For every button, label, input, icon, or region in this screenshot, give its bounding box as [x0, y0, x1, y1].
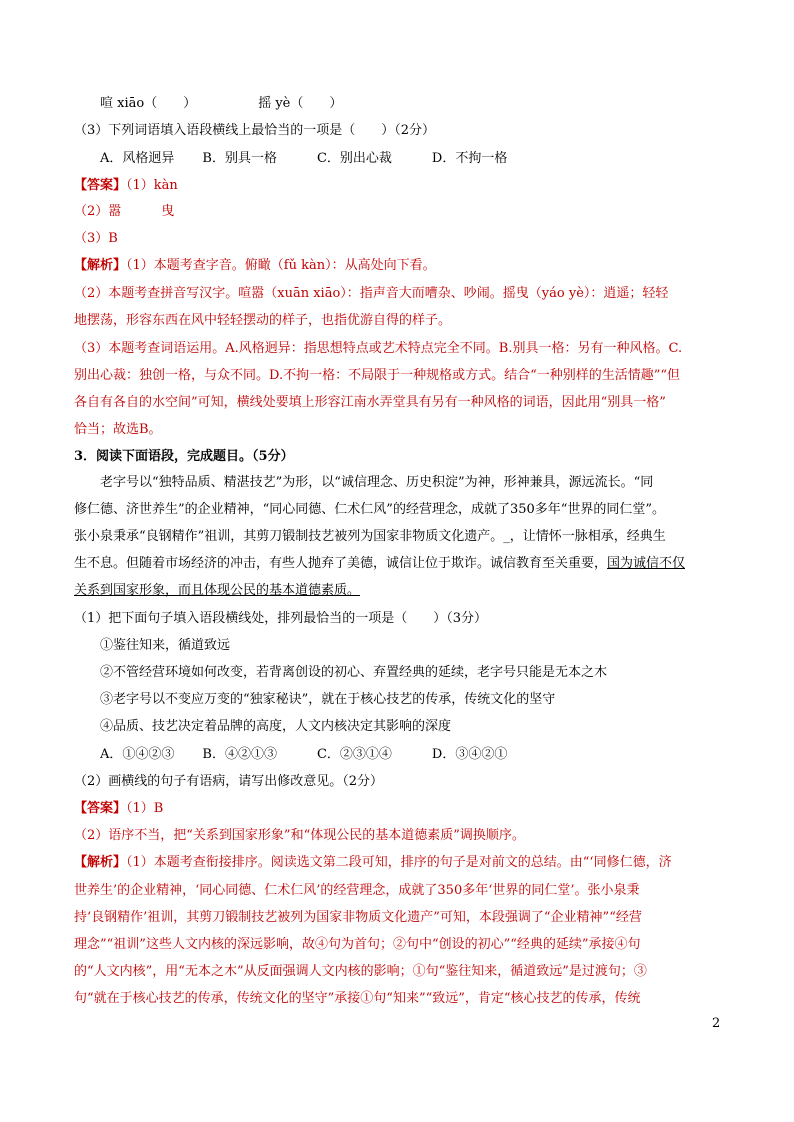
- option-a: A．风格迥异: [100, 151, 175, 166]
- analysis-line-2b: 地摆荡，形容东西在风中轻轻摆动的样子，也指优游自得的样子。: [74, 313, 452, 328]
- option-c: C．②③①④: [316, 747, 392, 762]
- option-d: D．③④②①: [431, 747, 508, 762]
- pinyin-line: [100, 95, 760, 113]
- pinyin-item-xuan: 喧 xiāo（ ）: [100, 96, 197, 111]
- answer-3-1: （1）B: [126, 801, 164, 816]
- question-3-stem: （3）下列词语填入语段横线上最恰当的一项是（ ）（2分）: [74, 123, 436, 138]
- question-3-2-stem: （2）画横线的句子有语病，请写出修改意见。（2分）: [74, 774, 384, 789]
- analysis-3-1: （1）本题考查衔接排序。阅读选文第二段可知，排序的句子是对前文的总结。由“‘同修仁德，济: [126, 855, 672, 870]
- passage-line-2: 修仁德、济世养生”的企业精神，“同心同德、仁术仁风”的经营理念，成就了350多年“世界的同仁堂”。: [74, 502, 666, 517]
- sentence-option-2: ②不管经营环境如何改变，若背离创设的初心、弃置经典的延续，老字号只能是无本之木: [100, 665, 608, 680]
- answer-2a: （2）嚣: [74, 204, 122, 219]
- sentence-option-3: ③老字号以不变应万变的“独家秘诀”，就在于核心技艺的传承，传统文化的坚守: [100, 692, 556, 707]
- passage-line-4: [74, 555, 734, 573]
- analysis-3-line-1: [74, 854, 734, 872]
- sentence-option-4: ④品质、技艺决定着品牌的高度，人文内核决定其影响的深度: [100, 719, 452, 734]
- analysis-line-1: [74, 257, 734, 275]
- page-number: 2: [712, 1016, 721, 1031]
- analysis-line-3c: 各自有各自的水空间”可知，横线处要填上形容江南水弄堂具有另有一种风格的词语，因此用“别具一格”: [74, 395, 666, 410]
- analysis-line-3b: 别出心裁：独创一格，与众不同。D.不拘一格：不局限于一种规格或方式。结合“一种别样的生活情趣”“但: [74, 368, 681, 383]
- passage-line-3: 张小泉秉承“良钢精作”祖训，其剪刀锻制技艺被列为国家非物质文化遗产。_，让情怀一脉相承，经典生: [74, 529, 666, 544]
- option-b: B．④②①③: [202, 747, 277, 762]
- option-b: B．别具一格: [202, 151, 277, 166]
- analysis-label: 【解析】: [74, 258, 127, 273]
- analysis-line-3a: （3）本题考查词语运用。A.风格迥异：指思想特点或艺术特点完全不同。B.别具一格：另有一种风格。C.: [74, 341, 683, 356]
- answer-line-1: [74, 177, 734, 195]
- analysis-3-line-4: 理念”“祖训”这些人文内核的深远影响，故④句为首句；②句中“创设的初心”“经典的延续”承接④句: [74, 937, 641, 952]
- answer-2b: 曳: [161, 204, 175, 219]
- answer-3-line-1: [74, 800, 734, 818]
- question-3-1-stem: （1）把下面句子填入语段横线处，排列最恰当的一项是（ ）（3分）: [74, 611, 488, 626]
- analysis-line-2a: （2）本题考查拼音写汉字。喧嚣（xuān xiāo）：指声音大而嘈杂、吵闹。摇曳（yáo yè）：逍遥；轻轻: [74, 286, 669, 301]
- option-a: A．①④②③: [100, 747, 175, 762]
- analysis-3-line-5: 的“人文内核”，用“无本之木”从反面强调人文内核的影响；①句“鉴往知来，循道致远”是过渡句；③: [74, 964, 647, 979]
- answer-label: 【答案】: [74, 178, 127, 193]
- option-c: C．别出心裁: [316, 151, 392, 166]
- question-3-1-options: [100, 746, 760, 764]
- analysis-line-3d: 恰当；故选B。: [74, 422, 162, 437]
- underlined-sentence-start: 国为诚信不仅: [607, 556, 686, 571]
- analysis-label: 【解析】: [74, 855, 127, 870]
- underlined-sentence-end: 关系到国家形象，而且体现公民的基本道德素质。: [74, 583, 361, 598]
- answer-label: 【答案】: [74, 801, 127, 816]
- answer-line-3: （3）B: [74, 231, 118, 246]
- sentence-option-1: ①鉴往知来，循道致远: [100, 638, 231, 653]
- question-3-options: [100, 150, 760, 168]
- analysis-3-line-6: 句“就在于核心技艺的传承，传统文化的坚守”承接①句“知来”“致远”，肯定“核心技艺的传承，传统: [74, 991, 641, 1006]
- pinyin-item-yao: 摇 yè（ ）: [258, 96, 343, 111]
- answer-1: （1）kàn: [126, 178, 178, 193]
- answer-line-2: [74, 203, 734, 221]
- passage-line-1: 老字号以“独特品质、精湛技艺”为形，以“诚信理念、历史积淀”为神，形神兼具，源远流长。“同: [100, 475, 654, 490]
- answer-3-line-2: （2）语序不当，把“关系到国家形象”和“体现公民的基本道德素质”调换顺序。: [74, 828, 525, 843]
- option-d: D．不拘一格: [431, 151, 508, 166]
- analysis-1: （1）本题考查字音。俯瞰（fǔ kàn）：从高处向下看。: [126, 258, 436, 273]
- analysis-3-line-2: 世养生’的企业精神，‘同心同德、仁术仁风’的经营理念，成就了350多年‘世界的同仁堂’。张小泉秉: [74, 883, 640, 898]
- analysis-3-line-3: 持‘良钢精作’祖训，其剪刀锻制技艺被列为国家非物质文化遗产”可知，本段强调了“企业精神”“经营: [74, 910, 642, 925]
- section-3-title: 3．阅读下面语段，完成题目。（5分）: [74, 449, 294, 464]
- passage-line-4-text: 生不息。但随着市场经济的冲击，有些人抛弃了美德，诚信让位于欺诈。诚信教育至关重要，: [74, 556, 608, 571]
